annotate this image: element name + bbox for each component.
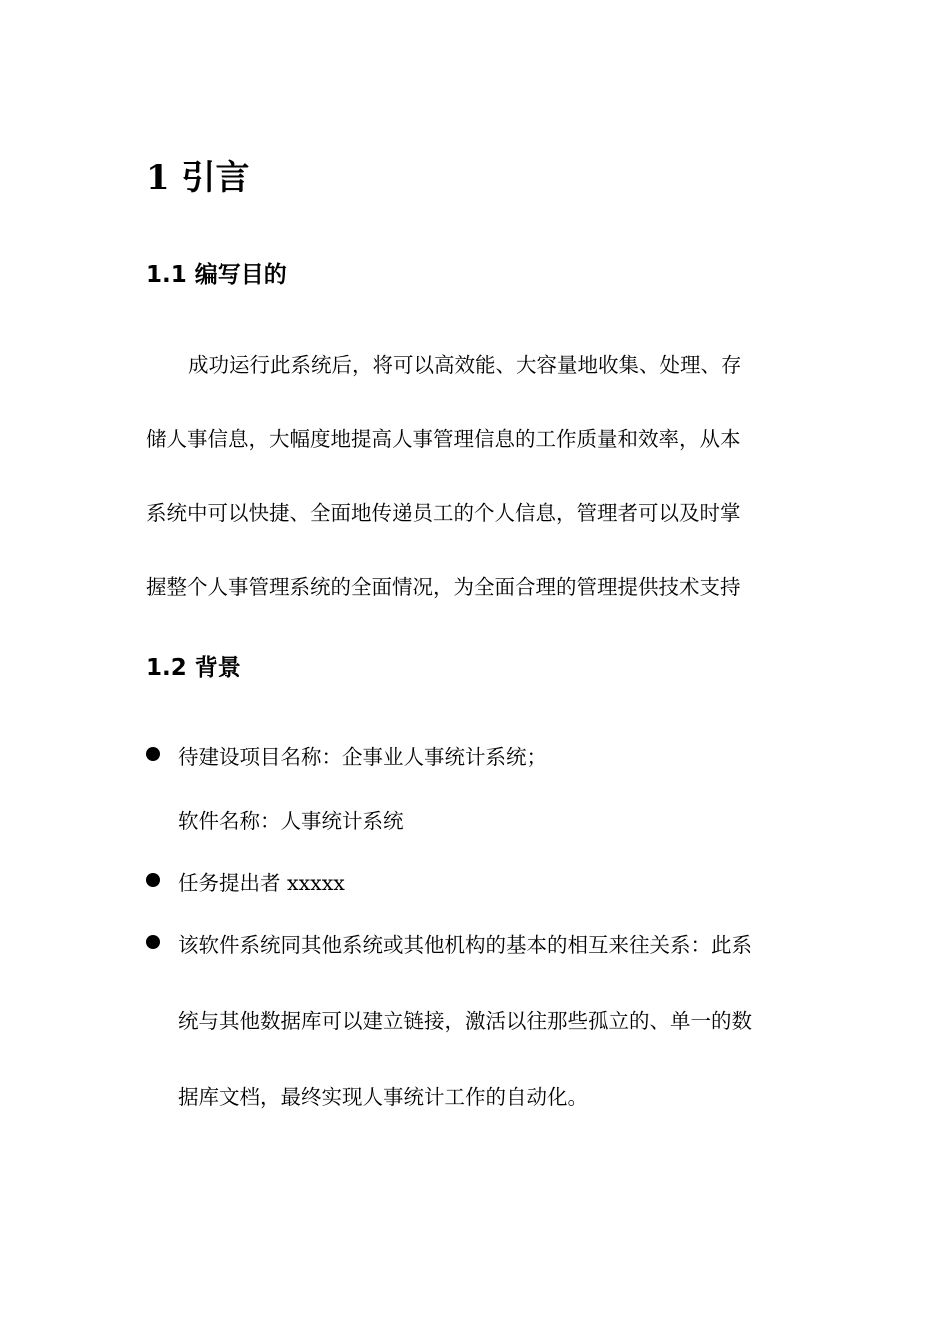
relation-line-1: 该软件系统同其他系统或其他机构的基本的相互来往关系：此系 <box>178 933 752 957</box>
bullet-dot-icon <box>146 747 160 761</box>
bullet-dot-icon <box>146 873 160 887</box>
heading-introduction: 1 引言 <box>146 158 250 198</box>
relation-line-3: 据库文档，最终实现人事统计工作的自动化。 <box>178 1085 588 1109</box>
project-name-line: 待建设项目名称：企事业人事统计系统； <box>178 745 547 769</box>
purpose-line-4: 握整个人事管理系统的全面情况，为全面合理的管理提供技术支持 <box>146 575 741 599</box>
task-proposer-line: 任务提出者 xxxxx <box>178 871 345 895</box>
purpose-line-3: 系统中可以快捷、全面地传递员工的个人信息，管理者可以及时掌 <box>146 501 741 525</box>
bullet-dot-icon <box>146 935 160 949</box>
purpose-line-1: 成功运行此系统后，将可以高效能、大容量地收集、处理、存 <box>188 353 742 377</box>
heading-background: 1.2 背景 <box>146 655 241 681</box>
relation-line-2: 统与其他数据库可以建立链接，激活以往那些孤立的、单一的数 <box>178 1009 752 1033</box>
purpose-line-2: 储人事信息，大幅度地提高人事管理信息的工作质量和效率，从本 <box>146 427 741 451</box>
software-name-line: 软件名称：人事统计系统 <box>178 809 404 833</box>
heading-purpose: 1.1 编写目的 <box>146 262 287 288</box>
